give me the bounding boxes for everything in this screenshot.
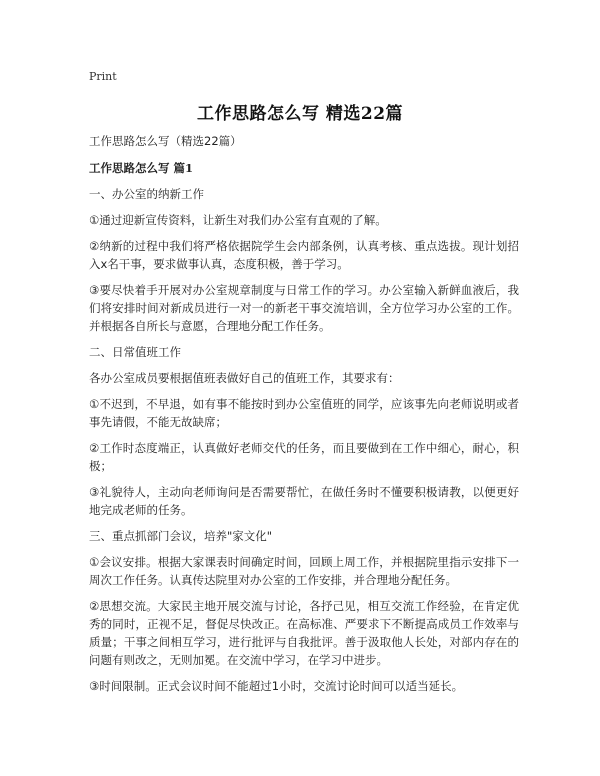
document-body	[89, 132, 519, 703]
paragraph: ②工作时态度端正，认真做好老师交代的任务，而且要做到在工作中细心，耐心，积极；	[89, 441, 519, 473]
paragraph: 各办公室成员要根据值班表做好自己的值班工作，其要求有：	[89, 371, 400, 385]
paragraph: ③时间限制。正式会议时间不能超过1小时，交流讨论时间可以适当延长。	[89, 679, 464, 693]
heading-duty: 二、日常值班工作	[89, 345, 181, 359]
paragraph: ①会议安排。根据大家课表时间确定时间，回顾上周工作，并根据院里指示安排下一周次工作任务。认真传达院里对办公室的工作安排，并合理地分配任务。	[89, 555, 519, 587]
print-label[interactable]: Print	[89, 70, 117, 83]
paragraph: ①不迟到，不早退，如有事不能按时到办公室值班的同学，应该事先向老师说明或者事先请假，不能无故缺席；	[89, 397, 519, 429]
heading-meetings: 三、重点抓部门会议，培养"家文化"	[89, 529, 273, 543]
heading-recruitment: 一、办公室的纳新工作	[89, 187, 204, 201]
paragraph: ①通过迎新宣传资料，让新生对我们办公室有直观的了解。	[89, 213, 387, 227]
paragraph: ②思想交流。大家民主地开展交流与讨论，各抒己见，相互交流工作经验，在肯定优秀的同时，正视不足，督促尽快改正。在高标准、严要求下不断提高成员工作效率与质量；干事之间相互学习，进行批评与自我批评。善于汲取他人长处，对部内存在的问题有则改之，无则加冕。在交流中学习，在学习中进步。	[89, 599, 519, 667]
paragraph: ②纳新的过程中我们将严格依据院学生会内部条例，认真考核、重点选拔。现计划招入x名干事，要求做事认真，态度积极，善于学习。	[89, 239, 519, 271]
document-title: 工作思路怎么写 精选22篇	[196, 104, 404, 124]
section-heading: 工作思路怎么写 篇1	[89, 161, 194, 175]
document-subtitle: 工作思路怎么写（精选22篇）	[89, 134, 242, 148]
paragraph: ③要尽快着手开展对办公室规章制度与日常工作的学习。办公室输入新鲜血液后，我们将安排时间对新成员进行一对一的新老干事交流培训，全方位学习办公室的工作。并根据各自所长与意愿，合理地分配工作任务。	[89, 283, 519, 333]
paragraph: ③礼貌待人，主动向老师询问是否需要帮忙，在做任务时不懂要积极请教，以便更好地完成老师的任务。	[89, 485, 519, 517]
